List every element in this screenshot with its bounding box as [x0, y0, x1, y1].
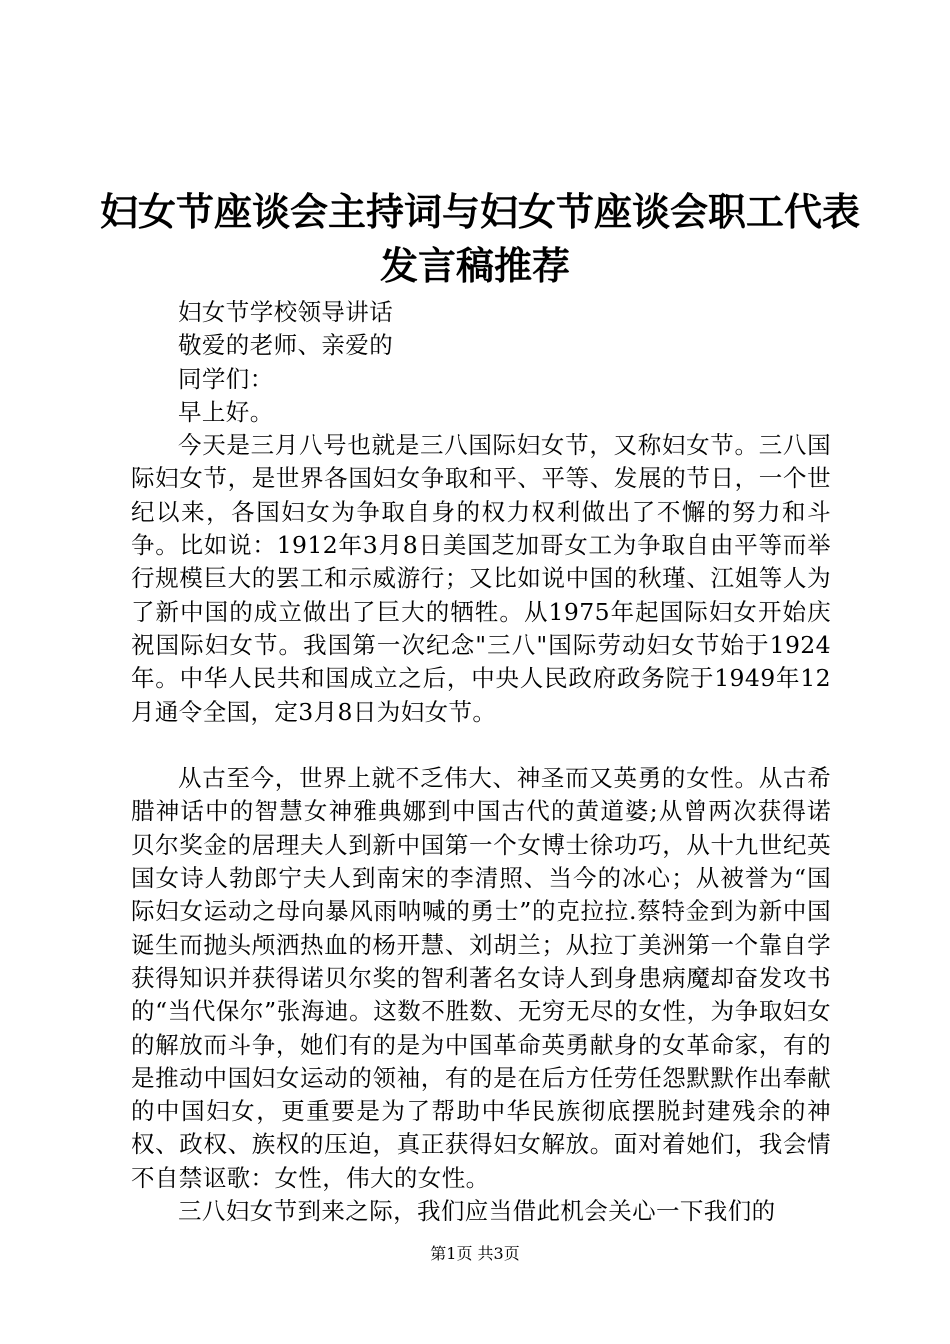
paragraph-womens-day-history: 今天是三月八号也就是三八国际妇女节，又称妇女节。三八国际妇女节，是世界各国妇女争取和平、平等、发展的节日，一个世纪以来，各国妇女为争取自身的权力权利做出了不懈的努力和斗争。比如说：1912年3月8日美国芝加哥女工为争取自由平等而举行规模巨大的罢工和示威游行；又比如说中国的秋瑾、江姐等人为了新中国的成立做出了巨大的牺牲。从1975年起国际妇女开始庆祝国际妇女节。我国第一次纪念"三八"国际劳动妇女节始于1924年。中华人民共和国成立之后，中央人民政府政务院于1949年12月通令全国，定3月8日为妇女节。: [131, 431, 831, 726]
paragraph-salutation-2: 同学们：: [178, 364, 274, 393]
paragraph-greeting: 早上好。: [178, 397, 274, 426]
document-body: [131, 296, 831, 1228]
paragraph-closing: 三八妇女节到来之际，我们应当借此机会关心一下我们的: [178, 1197, 776, 1226]
paragraph-salutation: 敬爱的老师、亲爱的: [178, 331, 394, 360]
page-footer: 第1页 共3页: [430, 1244, 520, 1263]
document-title-line-2: 发言稿推荐: [379, 243, 570, 288]
document-title-line-1: 妇女节座谈会主持词与妇女节座谈会职工代表: [100, 189, 861, 234]
paragraph-great-women: 从古至今，世界上就不乏伟大、神圣而又英勇的女性。从古希腊神话中的智慧女神雅典娜到中国古代的黄道婆;从曾两次获得诺贝尔奖金的居理夫人到新中国第一个女博士徐功巧，从十九世纪英国女诗人勃郎宁夫人到南宋的李清照、当今的冰心；从被誉为“国际妇女运动之母向暴风雨呐喊的勇士”的克拉拉.蔡特金到为新中国诞生而抛头颅洒热血的杨开慧、刘胡兰；从拉丁美洲第一个靠自学获得知识并获得诺贝尔奖的智利著名女诗人到身患病魔却奋发攻书的“当代保尔”张海迪。这数不胜数、无穷无尽的女性，为争取妇女的解放而斗争，她们有的是为中国革命英勇献身的女革命家，有的是推动中国妇女运动的领袖，有的是在后方任劳任怨默默作出奉献的中国妇女，更重要是为了帮助中华民族彻底摆脱封建残余的神权、政权、族权的压迫，真正获得妇女解放。面对着她们，我会情不自禁讴歌：女性，伟大的女性。: [131, 764, 831, 1192]
paragraph-heading: 妇女节学校领导讲话: [178, 298, 394, 326]
